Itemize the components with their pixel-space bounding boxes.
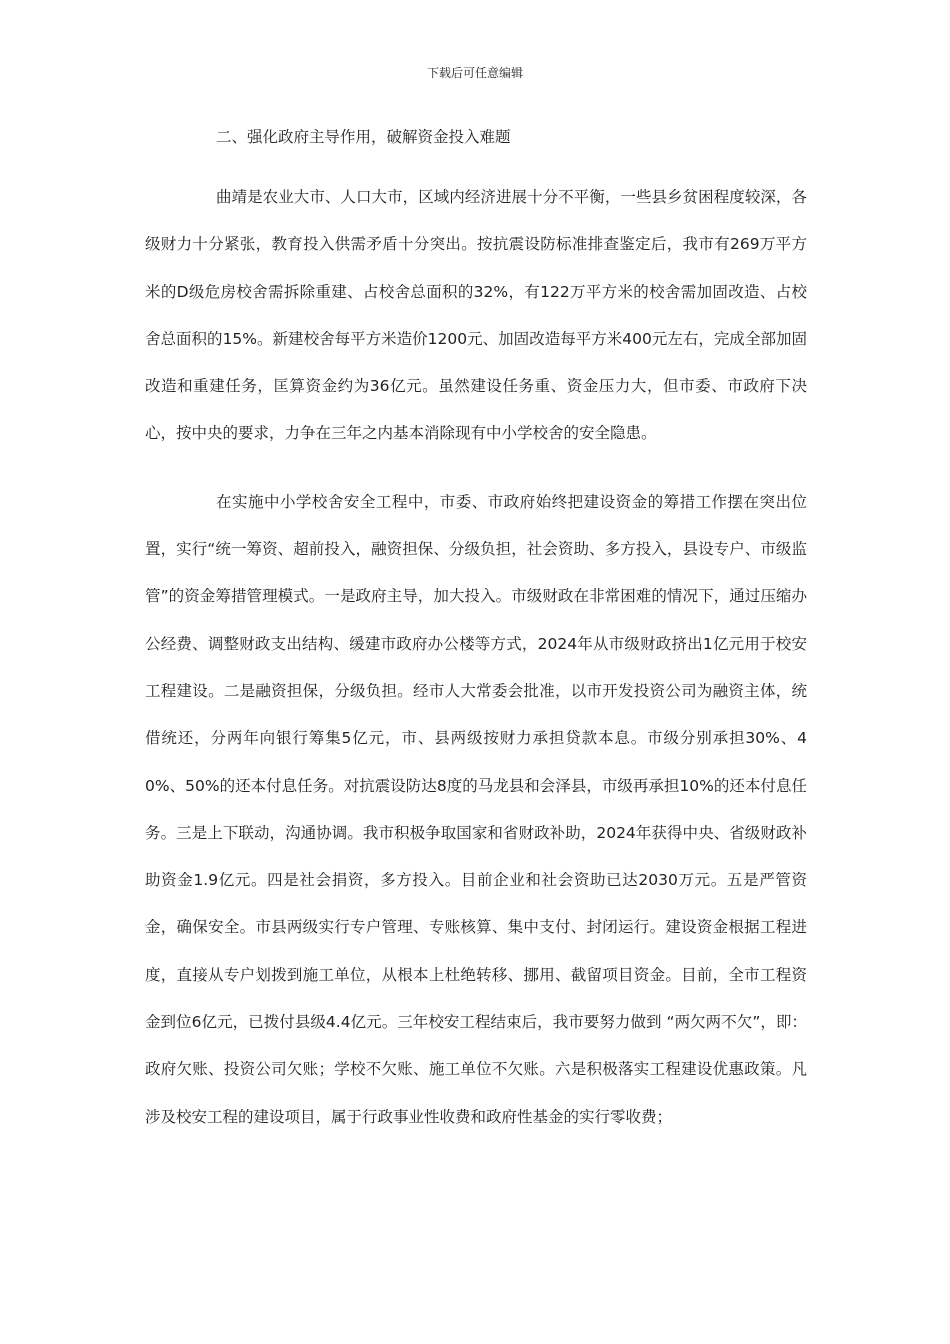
document-body [145,126,807,1141]
paragraph-1: 曲靖是农业大市、人口大市，区域内经济进展十分不平衡，一些县乡贫困程度较深，各级财力十分紧张，教育投入供需矛盾十分突出。按抗震设防标准排查鉴定后，我市有269万平方米的D级危房校舍需拆除重建、占校舍总面积的32%，有122万平方米的校舍需加固改造、占校舍总面积的15%。新建校舍每平方米造价1200元、加固改造每平方米400元左右，完成全部加固改造和重建任务，匡算资金约为36亿元。虽然建设任务重、资金压力大，但市委、市政府下决心，按中央的要求，力争在三年之内基本消除现有中小学校舍的安全隐患。 [145,188,807,443]
paragraph-2: 在实施中小学校舍安全工程中，市委、市政府始终把建设资金的筹措工作摆在突出位置，实行“统一筹资、超前投入，融资担保、分级负担，社会资助、多方投入，县设专户、市级监管”的资金筹措管理模式。一是政府主导，加大投入。市级财政在非常困难的情况下，通过压缩办公经费、调整财政支出结构、缓建市政府办公楼等方式，2024年从市级财政挤出1亿元用于校安工程建设。二是融资担保，分级负担。经市人大常委会批准，以市开发投资公司为融资主体，统借统还，分两年向银行筹集5亿元，市、县两级按财力承担贷款本息。市级分别承担30%、40%、50%的还本付息任务。对抗震设防达8度的马龙县和会泽县，市级再承担10%的还本付息任务。三是上下联动，沟通协调。我市积极争取国家和省财政补助，2024年获得中央、省级财政补助资金1.9亿元。四是社会捐资，多方投入。目前企业和社会资助已达2030万元。五是严管资金，确保安全。市县两级实行专户管理、专账核算、集中支付、封闭运行。建设资金根据工程进度，直接从专户划拨到施工单位，从根本上杜绝转移、挪用、截留项目资金。目前，全市工程资金到位6亿元，已拨付县级4.4亿元。三年校安工程结束后，我市要努力做到 “两欠两不欠”，即：政府欠账、投资公司欠账；学校不欠账、施工单位不欠账。六是积极落实工程建设优惠政策。凡涉及校安工程的建设项目，属于行政事业性收费和政府性基金的实行零收费； [145,492,807,1126]
section-heading: 二、强化政府主导作用，破解资金投入难题 [216,128,511,146]
page-header: 下载后可任意编辑 [426,66,523,80]
